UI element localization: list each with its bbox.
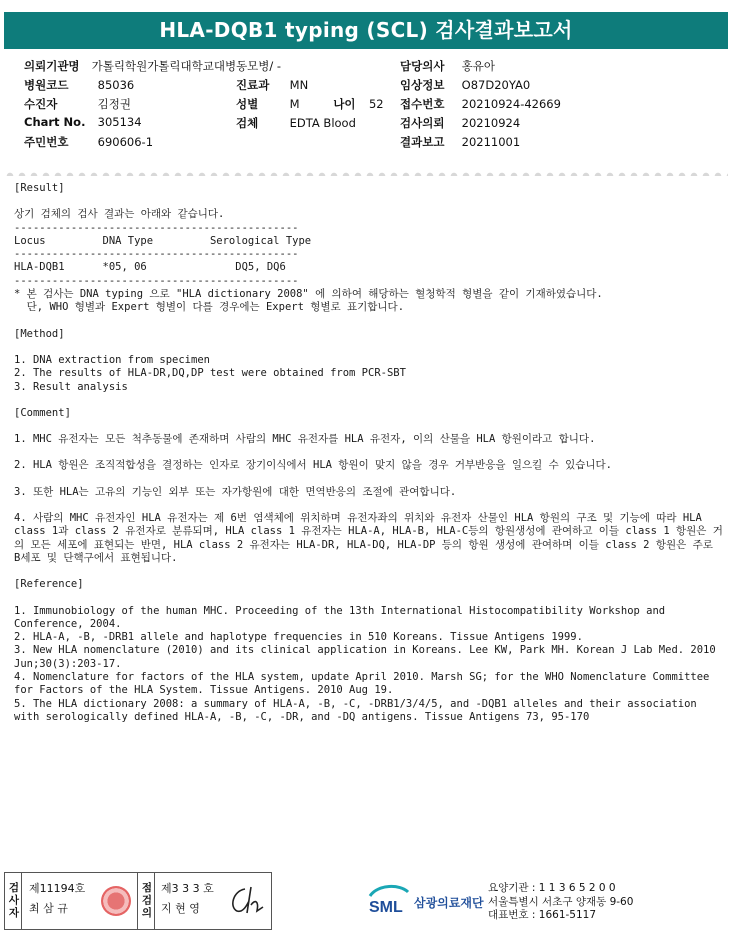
hospital-code-value: 85036 — [97, 78, 135, 92]
receipt-no-label: 접수번호 — [400, 97, 445, 111]
inspector-label: 점검의 — [137, 873, 155, 929]
svg-text:SML: SML — [369, 899, 403, 916]
chart-no-row — [24, 115, 142, 129]
ssn-row — [24, 134, 153, 150]
comment-heading: [Comment] — [14, 406, 71, 419]
comment-item: 4. 사람의 MHC 유전자인 HLA 유전자는 제 6번 염색체에 위치하며 유전자좌의 위치와 유전자 산물인 HLA 항원의 구조 및 기능에 따라 HLA class 1과 class 2 유전자로 분류되며, HLA class 1 유전자는 HLA-A, HLA-B, HLA-C등의 항원생성에 관여하고 이들 class 1 항원은 거의 모든 세포에 표현되는 반면, HLA class 2 유전자는 HLA-DR, HLA-DQ, HLA-DP 등의 항원 생성에 관여하며 이들 class 2 항원은 주로 B세포 및 단핵구에서 표현됩니다. — [14, 512, 723, 564]
request-org-label: 의뢰기관명 — [24, 59, 80, 73]
clinical-info-label: 임상정보 — [400, 78, 445, 92]
report-date-label: 결과보고 — [400, 135, 445, 149]
chart-no-label: Chart No. — [24, 115, 86, 129]
request-org-row — [24, 58, 281, 74]
request-date-value: 20210924 — [461, 116, 521, 130]
patient-label: 수진자 — [24, 97, 58, 111]
ssn-label: 주민번호 — [24, 135, 69, 149]
report-title: HLA-DQB1 typing (SCL) 검사결과보고서 — [4, 12, 728, 49]
report-page — [4, 4, 728, 929]
examiner-name: 최 삼 규 — [29, 902, 68, 915]
report-body — [14, 182, 724, 724]
doctor-value: 홍유아 — [461, 59, 495, 73]
lab-contact — [488, 882, 633, 923]
hospital-code-label: 병원코드 — [24, 78, 69, 92]
inspector-signature — [225, 883, 267, 919]
result-divider-top: --------------------------------------------- — [14, 221, 299, 234]
report-date-row — [400, 134, 520, 150]
sml-logo-icon — [366, 882, 412, 918]
report-date-value: 20211001 — [461, 135, 521, 149]
method-item: 1. DNA extraction from specimen — [14, 353, 210, 366]
signature-box — [4, 872, 272, 930]
result-divider-mid: --------------------------------------------- — [14, 248, 299, 261]
method-item: 2. The results of HLA-DR,DQ,DP test were obtained from PCR-SBT — [14, 367, 406, 380]
age-label: 나이 — [333, 97, 356, 111]
clinical-info-row — [400, 77, 530, 93]
result-divider-bottom: --------------------------------------------- — [14, 274, 299, 287]
patient-value: 김정권 — [97, 97, 131, 111]
result-row: HLA-DQB1 *05, 06 DQ5, DQ6 — [14, 261, 286, 274]
inspector-number: 제3 3 3 호 — [161, 882, 214, 895]
result-intro: 상기 검체의 검사 결과는 아래와 같습니다. — [14, 208, 225, 221]
dept-value: MN — [289, 78, 309, 92]
chart-no-value: 305134 — [97, 115, 142, 129]
care-institution-number: 요양기관 : 1 1 3 6 5 2 0 0 — [488, 882, 616, 894]
comment-item: 3. 또한 HLA는 고유의 기능인 외부 또는 자가항원에 대한 면역반응의 조절에 관여합니다. — [14, 485, 457, 498]
request-date-label: 검사의뢰 — [400, 116, 445, 130]
method-heading: [Method] — [14, 327, 65, 340]
examiner-info — [29, 879, 85, 919]
reference-item: 4. Nomenclature for factors of the HLA system, update April 2010. Marsh SG; for the WHO Nomenclature Committee for Factors of the HLA System. Tissue Antigens. 2010 Aug 19. — [14, 671, 716, 697]
sex-age-row — [236, 96, 384, 112]
sex-label: 성별 — [236, 97, 259, 111]
lab-name: 삼광의료재단 — [414, 896, 484, 910]
request-org-value: 가톨릭학원가톨릭대학교대병동모병/ - — [91, 59, 282, 73]
specimen-label: 검체 — [236, 116, 259, 130]
age-value: 52 — [368, 97, 384, 111]
result-columns: Locus DNA Type Serological Type — [14, 234, 312, 247]
perforation-divider — [4, 164, 728, 176]
result-note-1: * 본 검사는 DNA typing 으로 "HLA dictionary 2008" 에 의하여 해당하는 혈청학적 형별을 같이 기재하였습니다. — [14, 288, 603, 301]
comment-item: 2. HLA 항원은 조직적합성을 결정하는 인자로 장기이식에서 HLA 항원이 맞지 않을 경우 거부반응을 일으킬 수 있습니다. — [14, 459, 613, 472]
examiner-number: 제11194호 — [29, 882, 86, 895]
report-footer — [4, 872, 728, 932]
reference-item: 2. HLA-A, -B, -DRB1 allele and haplotype frequencies in 510 Koreans. Tissue Antigens 1999. — [14, 631, 583, 644]
reference-item: 3. New HLA nomenclature (2010) and its clinical application in Koreans. Lee KW, Park MH. Korean J Lab Med. 2010 Jun;30(3):203-17. — [14, 644, 723, 670]
receipt-no-value: 20210924-42669 — [461, 97, 561, 111]
request-date-row — [400, 115, 520, 131]
reference-item: 5. The HLA dictionary 2008: a summary of HLA-A, -B, -C, -DRB1/3/4/5, and -DQB1 alleles and their association with serologically defined HLA-A, -B, -C, -DR, and -DQ antigens. Tissue Antigens 73, 95-170 — [14, 697, 704, 723]
dept-label: 진료과 — [236, 78, 270, 92]
receipt-no-row — [400, 96, 561, 112]
method-item: 3. Result analysis — [14, 380, 128, 393]
inspector-info — [161, 879, 214, 919]
specimen-row — [236, 115, 356, 131]
comment-item: 1. MHC 유전자는 모든 척추동물에 존재하며 사람의 MHC 유전자를 HLA 유전자, 이의 산물을 HLA 항원이라고 합니다. — [14, 433, 596, 446]
examiner-label: 검사자 — [5, 873, 22, 929]
inspector-name: 지 현 영 — [161, 902, 200, 915]
clinical-info-value: O87D20YA0 — [461, 78, 531, 92]
lab-phone: 대표번호 : 1661-5117 — [488, 909, 597, 921]
specimen-value: EDTA Blood — [289, 116, 356, 130]
doctor-label: 담당의사 — [400, 59, 445, 73]
sex-value: M — [289, 97, 300, 111]
patient-row — [24, 96, 131, 112]
reference-item: 1. Immunobiology of the human MHC. Proceeding of the 13th International Histocompatibility Workshop and Conference, 2004. — [14, 604, 672, 630]
reference-heading: [Reference] — [14, 578, 84, 591]
lab-address: 서울특별시 서초구 양재동 9-60 — [488, 895, 634, 908]
result-note-2: 단, WHO 형별과 Expert 형별이 다를 경우에는 Expert 형별로 표기합니다. — [14, 301, 405, 314]
dept-row — [236, 77, 308, 93]
result-heading: [Result] — [14, 182, 65, 194]
ssn-value: 690606-1 — [97, 135, 154, 149]
doctor-row — [400, 58, 495, 74]
examiner-seal — [101, 886, 131, 916]
hospital-code-row — [24, 77, 134, 93]
